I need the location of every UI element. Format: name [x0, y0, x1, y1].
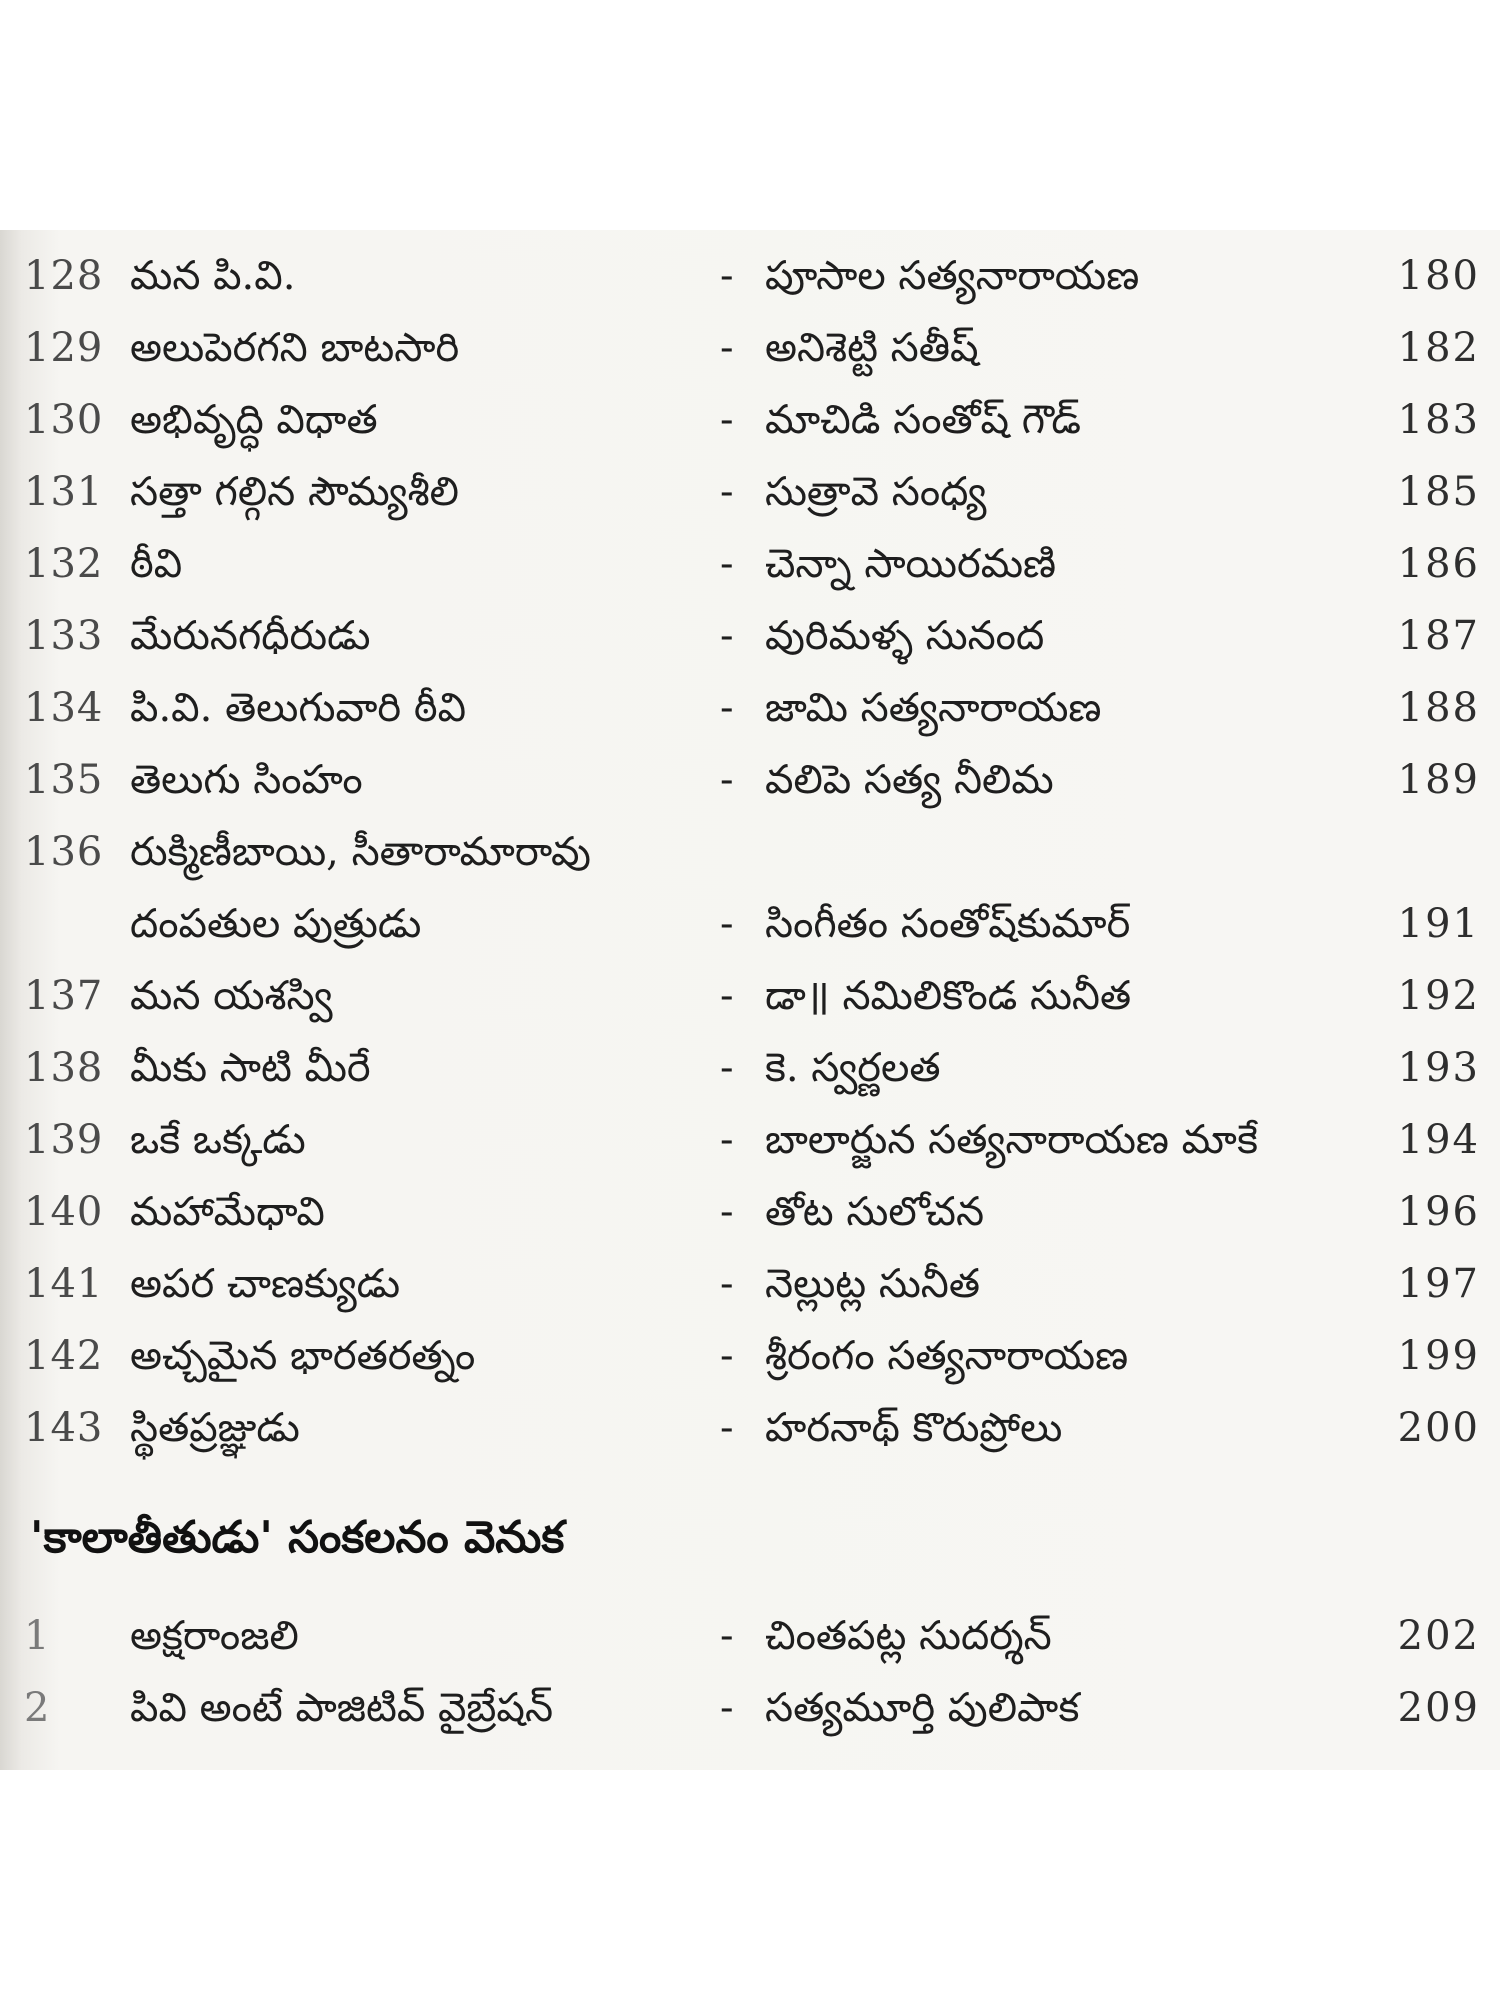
entry-dash: -: [720, 901, 734, 947]
toc-row: [0, 1032, 1500, 1104]
entry-dash: -: [720, 469, 734, 515]
entry-page-number: 180: [1397, 253, 1480, 299]
entry-author: సింగీతం సంతోష్‌కుమార్: [765, 901, 1131, 947]
entry-number: 130: [24, 397, 104, 443]
entry-title: ఒకే ఒక్కడు: [130, 1117, 306, 1163]
toc-row: [0, 1672, 1500, 1744]
appendix-list: [0, 1600, 1500, 1744]
entry-dash: -: [720, 1261, 734, 1307]
entry-number: 141: [24, 1261, 104, 1307]
entry-author: చింతపట్ల సుదర్శన్: [765, 1613, 1052, 1659]
entry-page-number: 197: [1397, 1261, 1480, 1307]
entry-author: జామి సత్యనారాయణ: [765, 685, 1102, 731]
entry-page-number: 183: [1397, 397, 1480, 443]
entry-page-number: 196: [1397, 1189, 1480, 1235]
entry-title: అపర చాణక్యుడు: [130, 1261, 401, 1307]
entry-author: నెల్లుట్ల సునీత: [765, 1261, 980, 1307]
entry-title: అభివృద్ధి విధాత: [130, 397, 378, 443]
toc-row: [0, 312, 1500, 384]
toc-row: [0, 960, 1500, 1032]
entry-title: మహామేధావి: [130, 1189, 325, 1235]
entry-title: మన పి.వి.: [130, 253, 296, 299]
entry-title: అక్షరాంజలి: [130, 1613, 299, 1659]
entry-author: కె. స్వర్ణలత: [765, 1045, 941, 1091]
toc-row: [0, 240, 1500, 312]
entry-author: సుత్రావె సంధ్య: [765, 469, 987, 515]
entry-dash: -: [720, 757, 734, 803]
toc-row: [0, 672, 1500, 744]
entry-author: సత్యమూర్తి పులిపాక: [765, 1685, 1080, 1731]
entry-author: అనిశెట్టి సతీష్: [765, 325, 979, 371]
entry-number: 142: [24, 1333, 104, 1379]
entry-author: మాచిడి సంతోష్ గౌడ్: [765, 397, 1081, 443]
entry-title: సత్తా గల్గిన సౌమ్యశీలి: [130, 469, 459, 515]
entry-page-number: 209: [1397, 1685, 1480, 1731]
toc-row: [0, 888, 1500, 960]
entry-number: 135: [24, 757, 104, 803]
entry-page-number: 200: [1397, 1405, 1480, 1451]
entry-page-number: 191: [1397, 901, 1480, 947]
entry-dash: -: [720, 325, 734, 371]
entry-dash: -: [720, 1685, 734, 1731]
entry-number: 131: [24, 469, 104, 515]
entry-dash: -: [720, 1045, 734, 1091]
entry-title: ఠీవి: [130, 541, 183, 587]
entry-number: 140: [24, 1189, 104, 1235]
entry-number: 134: [24, 685, 104, 731]
toc-row: [0, 1600, 1500, 1672]
toc-row: [0, 384, 1500, 456]
entry-dash: -: [720, 1405, 734, 1451]
entry-author: చెన్నా సాయిరమణి: [765, 541, 1057, 587]
entry-dash: -: [720, 1613, 734, 1659]
entry-number: 128: [24, 253, 104, 299]
entry-number: 132: [24, 541, 104, 587]
entry-page-number: 193: [1397, 1045, 1480, 1091]
entry-dash: -: [720, 397, 734, 443]
section-heading: 'కాలాతీతుడు' సంకలనం వెనుక: [30, 1512, 565, 1563]
entry-dash: -: [720, 685, 734, 731]
entry-page-number: 202: [1397, 1613, 1480, 1659]
entry-number: 136: [24, 829, 104, 875]
entry-dash: -: [720, 1333, 734, 1379]
entry-author: డా॥ నమిలికొండ సునీత: [765, 973, 1132, 1019]
entry-title: పివి అంటే పాజిటివ్ వైబ్రేషన్: [130, 1685, 554, 1731]
entry-page-number: 182: [1397, 325, 1480, 371]
entry-page-number: 187: [1397, 613, 1480, 659]
toc-row: [0, 456, 1500, 528]
entry-page-number: 186: [1397, 541, 1480, 587]
toc-row: [0, 744, 1500, 816]
entry-number: 139: [24, 1117, 104, 1163]
entry-dash: -: [720, 1189, 734, 1235]
entry-number: 137: [24, 973, 104, 1019]
toc-row: [0, 1248, 1500, 1320]
entry-author: బాలార్జున సత్యనారాయణ మాకే: [765, 1117, 1258, 1163]
entry-number: 1: [24, 1613, 51, 1659]
toc-row: [0, 1176, 1500, 1248]
toc-row: [0, 528, 1500, 600]
toc-row: [0, 1320, 1500, 1392]
entry-author: వలిపె సత్య నీలిమ: [765, 757, 1054, 803]
entry-page-number: 192: [1397, 973, 1480, 1019]
entry-dash: -: [720, 613, 734, 659]
entry-number: 138: [24, 1045, 104, 1091]
entry-title: మేరునగధీరుడు: [130, 613, 371, 659]
entry-title: అలుపెరగని బాటసారి: [130, 325, 460, 371]
entry-title: మీకు సాటి మీరే: [130, 1045, 371, 1091]
entry-author: వురిమళ్ళ సునంద: [765, 613, 1045, 659]
entry-title: స్థితప్రజ్ఞుడు: [130, 1405, 300, 1451]
entry-title: తెలుగు సింహం: [130, 757, 363, 803]
entry-number: 143: [24, 1405, 104, 1451]
entry-author: శ్రీరంగం సత్యనారాయణ: [765, 1333, 1129, 1379]
entry-dash: -: [720, 253, 734, 299]
entry-title: రుక్మిణీబాయి, సీతారామారావు: [130, 829, 591, 875]
entry-number: 129: [24, 325, 104, 371]
entry-title: పి.వి. తెలుగువారి ఠీవి: [130, 685, 467, 731]
entry-author: హరనాథ్ కొరుప్రోలు: [765, 1405, 1063, 1451]
entry-dash: -: [720, 541, 734, 587]
entry-number: 133: [24, 613, 104, 659]
entry-author: తోట సులోచన: [765, 1189, 985, 1235]
entry-page-number: 185: [1397, 469, 1480, 515]
entry-title: మన యశస్వి: [130, 973, 333, 1019]
entry-page-number: 189: [1397, 757, 1480, 803]
toc-list: [0, 240, 1500, 1464]
toc-row: [0, 1104, 1500, 1176]
entry-title: దంపతుల పుత్రుడు: [130, 901, 422, 947]
entry-dash: -: [720, 973, 734, 1019]
toc-row: [0, 816, 1500, 888]
entry-page-number: 194: [1397, 1117, 1480, 1163]
toc-row: [0, 600, 1500, 672]
entry-title: అచ్చమైన భారతరత్నం: [130, 1333, 476, 1379]
entry-author: పూసాల సత్యనారాయణ: [765, 253, 1140, 299]
toc-row: [0, 1392, 1500, 1464]
entry-number: 2: [24, 1685, 51, 1731]
entry-page-number: 199: [1397, 1333, 1480, 1379]
entry-page-number: 188: [1397, 685, 1480, 731]
entry-dash: -: [720, 1117, 734, 1163]
